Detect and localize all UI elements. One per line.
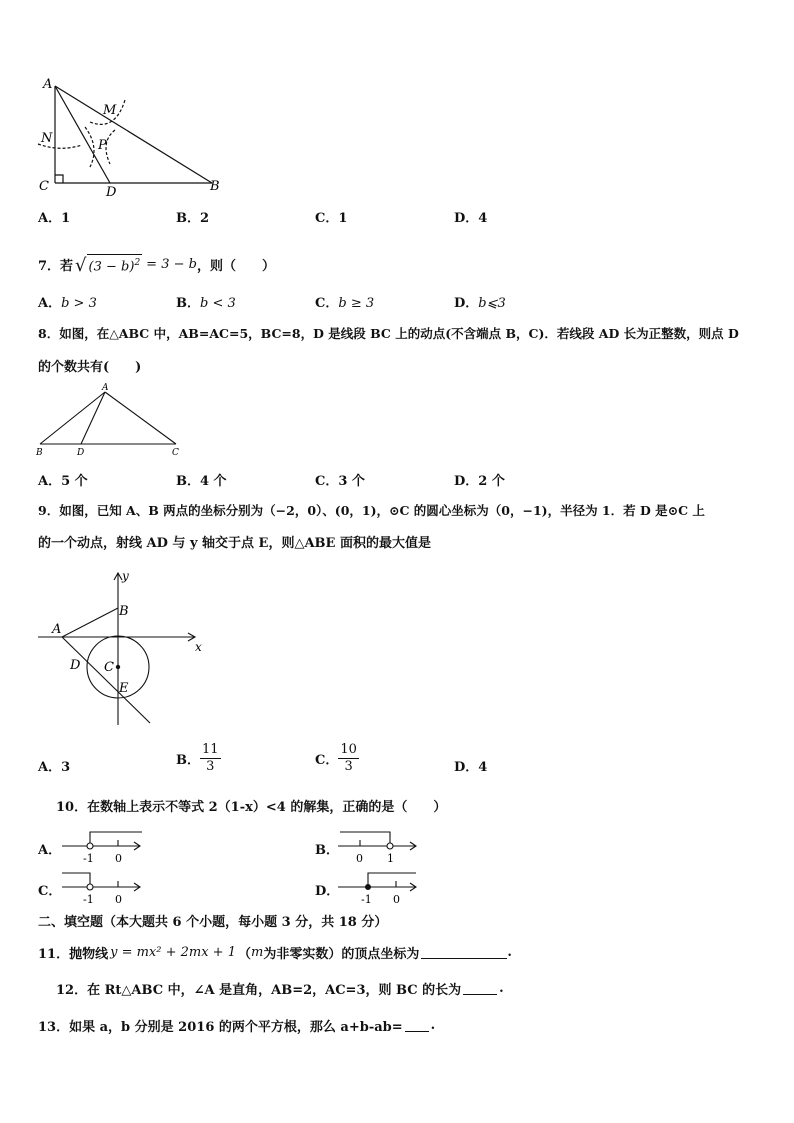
label-b: B	[119, 604, 129, 619]
q10-option-d-label[interactable]: D．	[315, 884, 340, 899]
q11-variable-m: m	[251, 945, 264, 960]
label-c: C	[172, 448, 179, 458]
solid-circle-icon	[365, 884, 371, 890]
q10-option-b-label[interactable]: B．	[315, 843, 339, 858]
solution-ray	[340, 832, 390, 846]
q6-option-a[interactable]: A．1	[38, 211, 71, 226]
segment-ab	[62, 608, 118, 637]
q7-radicand: (3 − b)	[88, 259, 135, 275]
q7-option-d[interactable]: D．b⩽3	[454, 296, 506, 311]
label-a: A	[43, 77, 53, 92]
label-d: D	[77, 448, 85, 458]
arc-p2	[106, 130, 115, 164]
q9-option-a[interactable]: A．3	[38, 760, 71, 775]
q6-option-b[interactable]: B．2	[176, 211, 210, 226]
q10-option-a-numberline[interactable]	[60, 826, 145, 866]
section-fill-in-title: 二、填空题（本大题共 6 个小题，每小题 3 分，共 18 分）	[38, 915, 388, 930]
q6-option-c[interactable]: C．1	[315, 211, 348, 226]
open-circle-icon	[87, 884, 93, 890]
q7-prefix: 7．若	[38, 259, 74, 275]
q11-question: 11．抛物线 y = mx² + 2mx + 1 （ m 为非零实数）的顶点坐标为 .	[38, 945, 512, 962]
segment-ac	[105, 392, 176, 444]
q8-option-b[interactable]: B．4 个	[176, 474, 227, 489]
open-circle-icon	[387, 843, 393, 849]
figure-right-triangle	[30, 72, 230, 202]
right-angle-mark	[55, 175, 63, 183]
label-d: D	[70, 658, 81, 673]
q13-answer-blank[interactable]	[405, 1019, 429, 1032]
label-m: M	[103, 103, 117, 118]
segment-ab	[55, 86, 212, 183]
segment-ad	[81, 392, 105, 444]
label-n: N	[41, 131, 53, 146]
q7-exponent: 2	[134, 258, 141, 268]
q7-suffix: ，则（ ）	[196, 259, 275, 275]
solution-ray	[62, 873, 90, 887]
label-a: A	[102, 383, 109, 393]
radical-sign-icon: √	[75, 255, 87, 277]
label-d: D	[106, 185, 117, 200]
tick-label-left: -1	[83, 893, 94, 906]
tick-label-right: 0	[115, 852, 122, 865]
tick-label-left: 0	[356, 852, 363, 865]
label-c: C	[39, 179, 49, 194]
q9-option-b-fraction: $\frac{11}{3}$	[202, 742, 219, 774]
q13-question: 13．如果 a，b 分别是 2016 的两个平方根，那么 a+b-ab= .	[38, 1018, 436, 1035]
q9-line2: 的一个动点，射线 AD 与 y 轴交于点 E，则△ABE 面积的最大值是	[38, 536, 431, 551]
q11-answer-blank[interactable]	[421, 946, 507, 959]
q8-line1: 8．如图，在△ABC 中，AB=AC=5，BC=8，D 是线段 BC 上的动点(不含端点 B，C)．若线段 AD 长为正整数，则点 D	[38, 326, 739, 341]
q8-line2: 的个数共有( )	[38, 360, 142, 375]
q7-option-c[interactable]: C．b ≥ 3	[315, 296, 375, 311]
q7-sqrt	[75, 254, 142, 275]
q12-answer-blank[interactable]	[463, 982, 497, 995]
tick-label-right: 0	[115, 893, 122, 906]
q9-option-b[interactable]: B． $\frac{11}{3}$	[176, 742, 219, 774]
q10-option-a-label[interactable]: A．	[38, 843, 62, 858]
segment-ad	[55, 86, 110, 183]
tick-label-left: -1	[361, 893, 372, 906]
label-p: P	[98, 138, 107, 153]
q10-question: 10．在数轴上表示不等式 2（1-x）<4 的解集，正确的是（ ）	[56, 800, 447, 815]
q8-option-d[interactable]: D．2 个	[454, 474, 505, 489]
q8-option-a[interactable]: A．5 个	[38, 474, 88, 489]
label-y: y	[122, 569, 129, 583]
solution-ray	[368, 873, 416, 887]
label-e: E	[119, 681, 129, 696]
q7-option-a[interactable]: A．b > 3	[38, 296, 97, 311]
q10-option-d-numberline[interactable]	[336, 867, 421, 907]
q11-formula: y = mx² + 2mx + 1	[110, 945, 236, 960]
center-point-c	[116, 665, 120, 669]
q10-option-c-label[interactable]: C．	[38, 884, 62, 899]
q8-option-c[interactable]: C．3 个	[315, 474, 365, 489]
q12-question: 12．在 Rt△ABC 中，∠A 是直角，AB=2，AC=3，则 BC 的长为 .	[56, 981, 504, 998]
tick-label-left: -1	[83, 852, 94, 865]
label-b: B	[210, 179, 220, 194]
figure-coordinate-circle	[30, 565, 220, 730]
label-c: C	[104, 660, 114, 675]
tick-label-right: 1	[387, 852, 394, 865]
label-x: x	[195, 640, 202, 654]
q7-option-b[interactable]: B．b < 3	[176, 296, 236, 311]
tick-label-right: 0	[393, 893, 400, 906]
q9-option-c[interactable]: C． $\frac{10}{3}$	[315, 742, 357, 774]
solution-ray	[90, 832, 142, 846]
q7-rhs: = 3 − b	[146, 257, 197, 273]
label-b: B	[36, 448, 43, 458]
q10-option-b-numberline[interactable]	[336, 826, 421, 866]
q6-option-d[interactable]: D．4	[454, 211, 488, 226]
figure-isosceles-triangle	[30, 380, 190, 460]
open-circle-icon	[87, 843, 93, 849]
segment-ab	[40, 392, 105, 444]
q9-option-d[interactable]: D．4	[454, 760, 488, 775]
label-a: A	[52, 622, 62, 637]
q9-line1: 9．如图，已知 A、B 两点的坐标分别为（−2，0）、(0，1)，⊙C 的圆心坐标为（0，−1)，半径为 1．若 D 是⊙C 上	[38, 503, 705, 518]
q10-option-c-numberline[interactable]	[60, 867, 145, 907]
ray-ad	[62, 637, 150, 723]
q9-option-c-fraction: $\frac{10}{3}$	[340, 742, 357, 774]
q7-question	[38, 254, 275, 275]
